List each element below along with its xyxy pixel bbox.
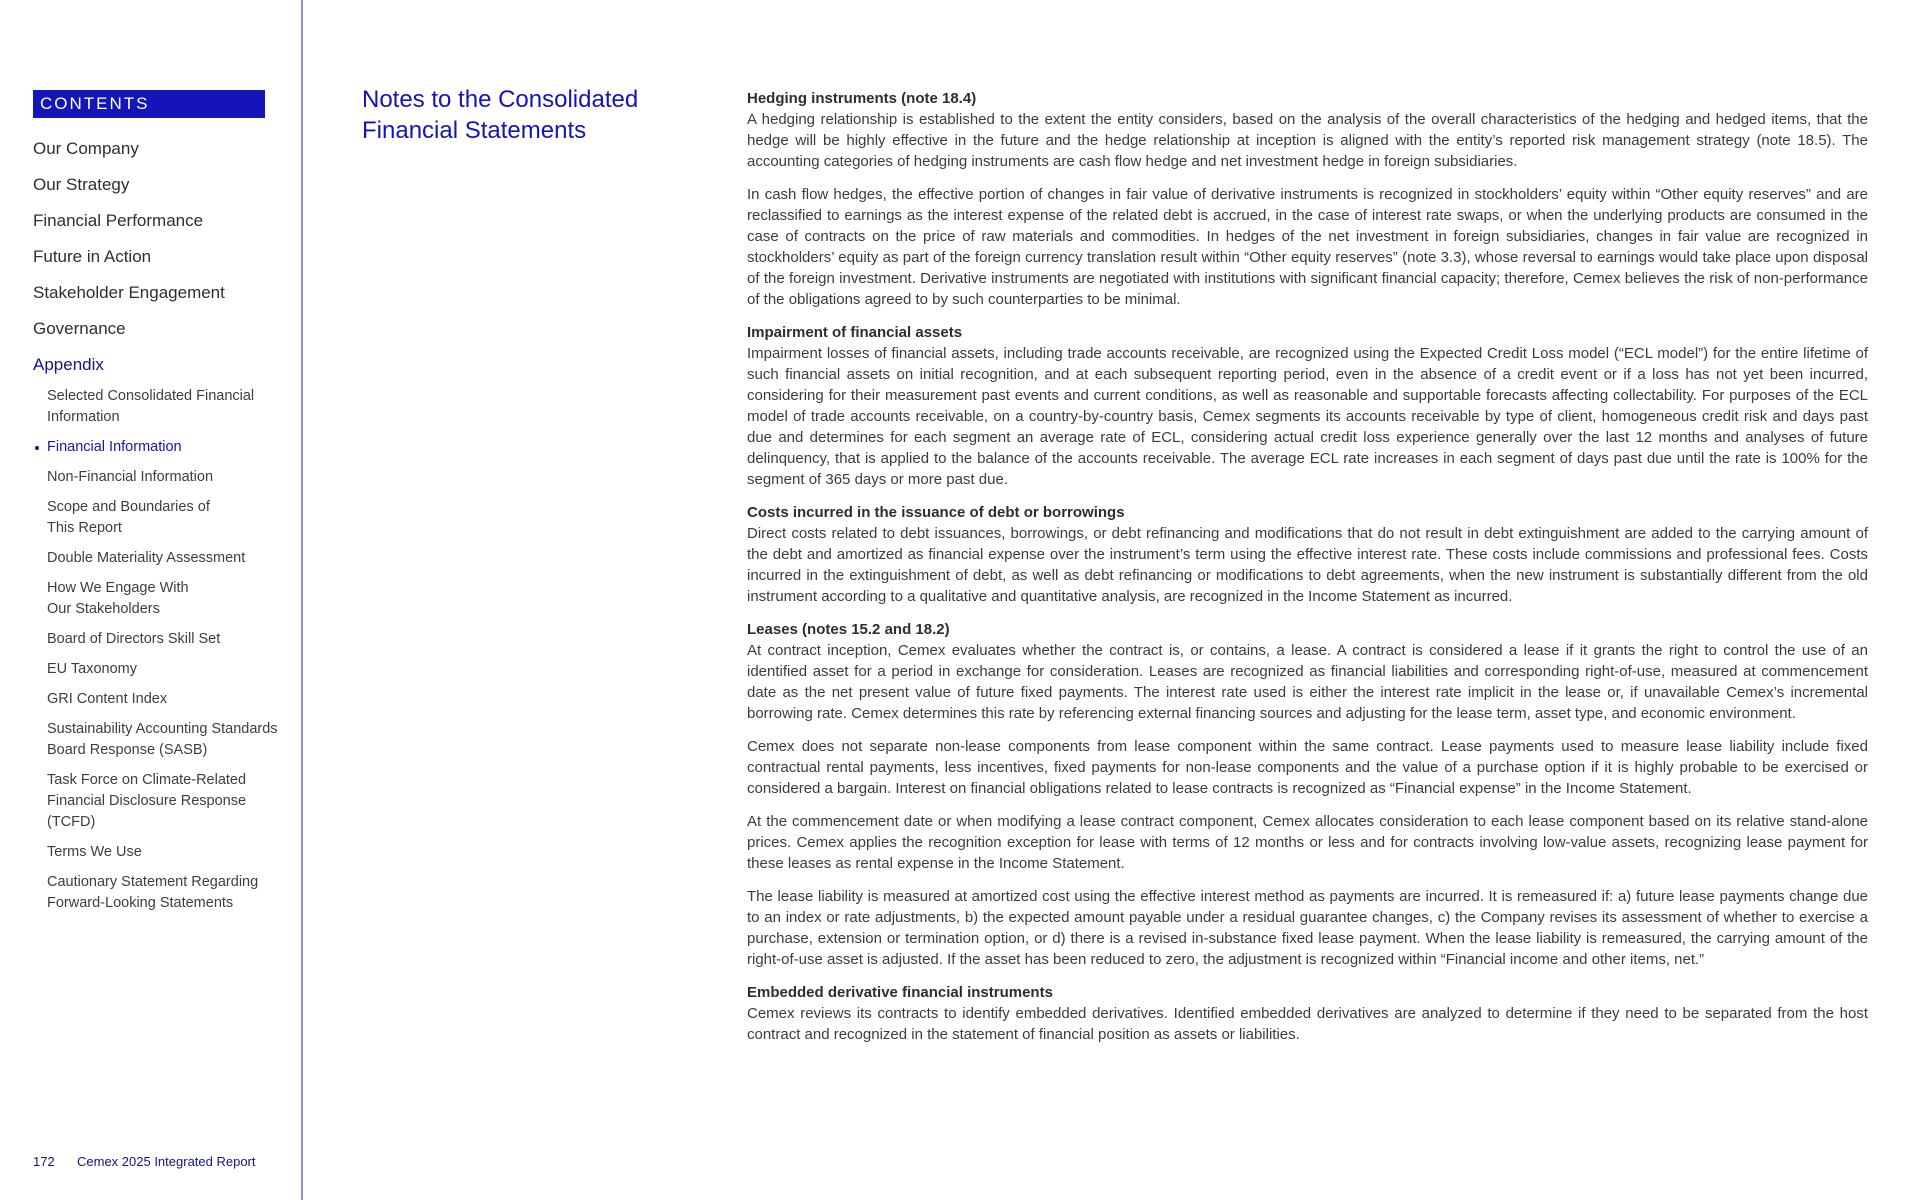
nav-sub-how-we-engage[interactable]: How We Engage With Our Stakeholders <box>47 580 189 617</box>
paragraph: Direct costs related to debt issuances, borrowings, or debt refinancing and modifications that do not result in debt extinguishment are added to the carrying amount of the debt and amortized as financial expense over the instrument’s term using the effective interest rate. These costs include commissions and professional fees. Costs incurred in the extinguishment of debt, as well as debt refinancing or modifications to debt agreements, when the new instrument is substantially different from the old instrument according to a qualitative and quantitative analysis, are recognized in the Income Statement as incurred. <box>747 525 1868 605</box>
document-body <box>747 88 1868 1057</box>
nav-item-appendix[interactable]: Appendix <box>33 355 104 374</box>
heading-embedded-derivatives: Embedded derivative financial instruments <box>747 984 1053 1001</box>
nav-item-our-strategy[interactable]: Our Strategy <box>33 175 130 194</box>
paragraph: A hedging relationship is established to the extent the entity considers, based on the analysis of the overall characteristics of the hedging and hedged items, that the hedge will be highly effective in the future and the hedge relationship at inception is aligned with the entity’s reported risk management strategy (note 18.5). The accounting categories of hedging instruments are cash flow hedge and net investment hedge in foreign subsidiaries. <box>747 111 1868 170</box>
nav-sub-terms-we-use[interactable]: Terms We Use <box>47 844 142 860</box>
nav-sub-non-financial-information[interactable]: Non-Financial Information <box>47 469 214 485</box>
heading-impairment-financial-assets: Impairment of financial assets <box>747 324 963 341</box>
paragraph: In cash flow hedges, the effective portion of changes in fair value of derivative instruments is recognized in stockholders’ equity within “Other equity reserves” and are reclassified to earnings as the interest expense of the related debt is accrued, in the case of interest rate swaps, or when the underlying products are consumed in the case of contracts on the price of raw materials and commodities. In hedges of the net investment in foreign subsidiaries, changes in fair value are recognized in stockholders’ equity as part of the foreign currency translation result within “Other equity reserves” (note 3.3), whose reversal to earnings would take place upon disposal of the foreign investment. Derivative instruments are negotiated with institutions with significant financial capacity; therefore, Cemex believes the risk of non-performance of the obligations agreed to by such counterparties to be minimal. <box>747 186 1868 308</box>
paragraph: At the commencement date or when modifying a lease contract component, Cemex allocates consideration to each lease component based on its relative stand-alone prices. Cemex applies the recognition exception for lease with terms of 12 months or less and for contracts involving low-value assets, recognizing lease payment for these leases as rental expense in the Income Statement. <box>747 813 1868 872</box>
heading-leases: Leases (notes 15.2 and 18.2) <box>747 621 950 638</box>
paragraph: Impairment losses of financial assets, including trade accounts receivable, are recognized using the Expected Credit Loss model (“ECL model”) for the entire lifetime of such financial assets on initial recognition, and at each subsequent reporting period, even in the absence of a credit event or if a loss has not yet been incurred, considering for their measurement past events and current conditions, as well as reasonable and supportable forecasts affecting collectability. For purposes of the ECL model of trade accounts receivable, on a country-by-country basis, Cemex segments its accounts receivable by type of client, homogeneous credit risk and days past due and determines for each segment an average rate of ECL, considering actual credit loss experience generally over the last 12 months and analyses of future delinquency, that is applied to the balance of the accounts receivable. The average ECL rate increases in each segment of days past due until the rate is 100% for the segment of 365 days or more past due. <box>747 345 1868 488</box>
contents-label: CONTENTS <box>33 90 265 118</box>
paragraph: Cemex reviews its contracts to identify embedded derivatives. Identified embedded derivatives are analyzed to determine if they need to be separated from the host contract and recognized in the statement of financial position as assets or liabilities. <box>747 1005 1868 1043</box>
heading-hedging-instruments: Hedging instruments (note 18.4) <box>747 90 977 107</box>
nav-sub-board-of-directors-skill-set[interactable]: Board of Directors Skill Set <box>47 631 221 647</box>
nav-item-financial-performance[interactable]: Financial Performance <box>33 211 204 230</box>
nav-sub-double-materiality-assessment[interactable]: Double Materiality Assessment <box>47 550 246 566</box>
nav-item-future-in-action[interactable]: Future in Action <box>33 247 152 266</box>
paragraph: Cemex does not separate non-lease components from lease component within the same contract. Lease payments used to measure lease liability include fixed contractual rental payments, less incentives, fixed payments for non-lease components and the value of a purchase option if it is highly probable to be exercised or considered a bargain. Interest on financial obligations related to lease contracts is recognized as “Financial expense” in the Income Statement. <box>747 738 1868 797</box>
page-number: 172 <box>33 1154 55 1169</box>
nav-sub-scope-and-boundaries[interactable]: Scope and Boundaries of This Report <box>47 499 210 536</box>
paragraph: The lease liability is measured at amortized cost using the effective interest method as payments are incurred. It is remeasured if: a) future lease payments change due to an index or rate adjustments, b) the expected amount payable under a residual guarantee changes, c) the Company revises its assessment of whether to exercise a purchase, extension or termination option, or d) there is a revised in-substance fixed lease payment. When the lease liability is remeasured, the carrying amount of the right-of-use asset is adjusted. If the asset has been reduced to zero, the adjustment is recognized within “Financial income and other items, net.” <box>747 888 1868 968</box>
nav-item-governance[interactable]: Governance <box>33 319 126 338</box>
nav-item-stakeholder-engagement[interactable]: Stakeholder Engagement <box>33 283 225 302</box>
nav-sub-financial-information[interactable]: Financial Information <box>47 439 182 455</box>
nav-sub-gri-content-index[interactable]: GRI Content Index <box>47 691 168 707</box>
nav-sub-tcfd[interactable]: Task Force on Climate-Related Financial Disclosure Response (TCFD) <box>47 772 247 830</box>
nav-sub-eu-taxonomy[interactable]: EU Taxonomy <box>47 661 137 677</box>
report-name: Cemex 2025 Integrated Report <box>77 1154 256 1169</box>
nav-sub-sasb[interactable]: Sustainability Accounting Standards Board Response (SASB) <box>47 721 278 758</box>
sidebar <box>0 0 303 1200</box>
nav-sub-selected-consolidated-financial-information[interactable]: Selected Consolidated Financial Information <box>47 388 255 425</box>
paragraph: At contract inception, Cemex evaluates whether the contract is, or contains, a lease. A contract is considered a lease if it grants the right to control the use of an identified asset for a period in exchange for consideration. Leases are recognized as financial liabilities and corresponding right-of-use, measured at commencement date as the net present value of future fixed payments. The interest rate used is either the interest rate implicit in the lease or, if unavailable Cemex’s incremental borrowing rate. Cemex determines this rate by referencing external financing sources and adjusting for the lease term, asset type, and economic environment. <box>747 642 1868 722</box>
heading-costs-debt-issuance: Costs incurred in the issuance of debt or borrowings <box>747 504 1125 521</box>
nav-sub-cautionary-statement[interactable]: Cautionary Statement Regarding Forward-Looking Statements <box>47 874 259 911</box>
nav-item-our-company[interactable]: Our Company <box>33 139 139 158</box>
section-title: Notes to the Consolidated Financial Statements <box>362 86 639 144</box>
active-bullet-icon <box>35 446 39 450</box>
